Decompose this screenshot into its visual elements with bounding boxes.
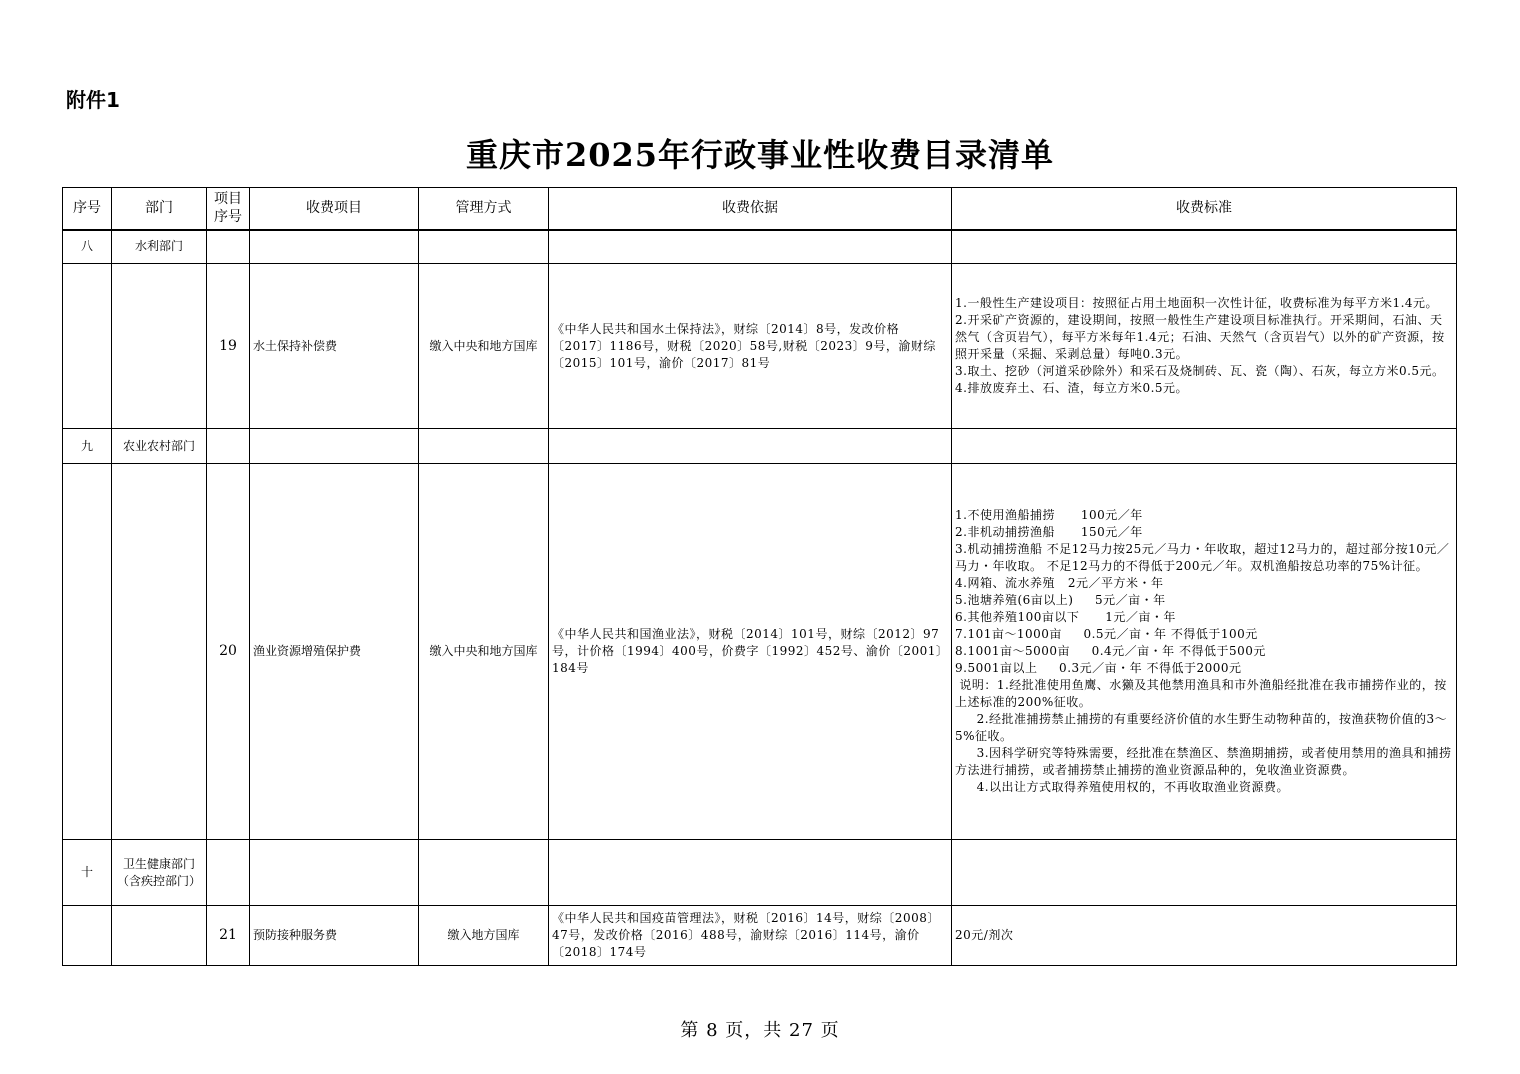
standard-line: 4.网箱、流水养殖 2元／平方米・年 bbox=[955, 576, 1164, 590]
section-dept: 农业农村部门 bbox=[112, 429, 207, 464]
standard-line: 8.1001亩～5000亩 0.4元／亩・年 不得低于500元 bbox=[955, 644, 1266, 658]
empty-cell bbox=[63, 264, 112, 429]
item-name: 水土保持补偿费 bbox=[250, 264, 419, 429]
standard-line: 1.不使用渔船捕捞 100元／年 bbox=[955, 508, 1143, 522]
header-basis: 收费依据 bbox=[549, 188, 952, 230]
empty-cell bbox=[549, 429, 952, 464]
item-basis: 《中华人民共和国疫苗管理法》，财税〔2016〕14号，财综〔2008〕47号，发改价格〔2016〕488号，渝财综〔2016〕114号，渝价〔2018〕174号 bbox=[549, 906, 952, 966]
section-row bbox=[63, 840, 1457, 906]
empty-cell bbox=[419, 840, 549, 906]
item-management: 缴入中央和地方国库 bbox=[419, 464, 549, 840]
item-number: 20 bbox=[207, 464, 250, 840]
section-dept: 卫生健康部门（含疾控部门） bbox=[112, 840, 207, 906]
item-management: 缴入中央和地方国库 bbox=[419, 264, 549, 429]
empty-cell bbox=[207, 429, 250, 464]
fee-item-row bbox=[63, 906, 1457, 966]
section-row bbox=[63, 429, 1457, 464]
empty-cell bbox=[952, 840, 1457, 906]
standard-line: 20元/剂次 bbox=[955, 928, 1014, 942]
item-basis: 《中华人民共和国渔业法》，财税〔2014〕101号，财综〔2012〕97号，计价格〔1994〕400号，价费字〔1992〕452号、渝价〔2001〕184号 bbox=[549, 464, 952, 840]
standard-line: 6.其他养殖100亩以下 1元／亩・年 bbox=[955, 610, 1176, 624]
empty-cell bbox=[250, 429, 419, 464]
empty-cell bbox=[549, 230, 952, 264]
item-standard bbox=[952, 464, 1457, 840]
empty-cell bbox=[112, 464, 207, 840]
empty-cell bbox=[112, 264, 207, 429]
section-seq: 十 bbox=[63, 840, 112, 906]
page-title: 重庆市2025年行政事业性收费目录清单 bbox=[465, 136, 1055, 174]
item-number: 21 bbox=[207, 906, 250, 966]
standard-line: 1.一般性生产建设项目：按照征占用土地面积一次性计征，收费标准为每平方米1.4元。 bbox=[955, 296, 1439, 310]
item-standard bbox=[952, 906, 1457, 966]
fee-item-row bbox=[63, 464, 1457, 840]
empty-cell bbox=[952, 429, 1457, 464]
empty-cell bbox=[419, 230, 549, 264]
header-item-no: 项目序号 bbox=[207, 188, 250, 230]
header-dept: 部门 bbox=[112, 188, 207, 230]
fee-item-row bbox=[63, 264, 1457, 429]
standard-line: 2.经批准捕捞禁止捕捞的有重要经济价值的水生野生动物种苗的，按渔获物价值的3～5%征收。 bbox=[955, 712, 1448, 743]
standard-line: 7.101亩～1000亩 0.5元／亩・年 不得低于100元 bbox=[955, 627, 1258, 641]
empty-cell bbox=[207, 230, 250, 264]
header-fee-item: 收费项目 bbox=[250, 188, 419, 230]
item-name: 渔业资源增殖保护费 bbox=[250, 464, 419, 840]
standard-line: 4.以出让方式取得养殖使用权的，不再收取渔业资源费。 bbox=[955, 780, 1290, 794]
standard-line: 4.排放废弃土、石、渣，每立方米0.5元。 bbox=[955, 381, 1189, 395]
standard-line: 3.取土、挖砂（河道采砂除外）和采石及烧制砖、瓦、瓷（陶）、石灰，每立方米0.5元。 bbox=[955, 364, 1445, 378]
item-management: 缴入地方国库 bbox=[419, 906, 549, 966]
header-standard: 收费标准 bbox=[952, 188, 1457, 230]
empty-cell bbox=[63, 464, 112, 840]
empty-cell bbox=[952, 230, 1457, 264]
page-footer: 第 8 页，共 27 页 bbox=[680, 1020, 840, 1041]
standard-line: 2.非机动捕捞渔船 150元／年 bbox=[955, 525, 1143, 539]
empty-cell bbox=[63, 906, 112, 966]
standard-line: 2.开采矿产资源的，建设期间，按照一般性生产建设项目标准执行。开采期间，石油、天然气（含页岩气），每平方米每年1.4元；石油、天然气（含页岩气）以外的矿产资源，按照开采量（采掘、采剥总量）每吨0.3元。 bbox=[955, 313, 1445, 361]
empty-cell bbox=[250, 840, 419, 906]
standard-line: 5.池塘养殖(6亩以上) 5元／亩・年 bbox=[955, 593, 1166, 607]
section-row bbox=[63, 230, 1457, 264]
item-name: 预防接种服务费 bbox=[250, 906, 419, 966]
attachment-label: 附件1 bbox=[66, 88, 120, 112]
standard-line: 说明：1.经批准使用鱼鹰、水獭及其他禁用渔具和市外渔船经批准在我市捕捞作业的，按上述标准的200%征收。 bbox=[955, 678, 1447, 709]
table-header-row bbox=[63, 188, 1457, 230]
item-basis: 《中华人民共和国水土保持法》，财综〔2014〕8号，发改价格〔2017〕1186号，财税〔2020〕58号,财税〔2023〕9号，渝财综〔2015〕101号，渝价〔2017〕81号 bbox=[549, 264, 952, 429]
header-seq: 序号 bbox=[63, 188, 112, 230]
item-standard bbox=[952, 264, 1457, 429]
empty-cell bbox=[250, 230, 419, 264]
standard-line: 9.5001亩以上 0.3元／亩・年 不得低于2000元 bbox=[955, 661, 1242, 675]
fee-catalog-table bbox=[62, 187, 1457, 966]
empty-cell bbox=[549, 840, 952, 906]
section-seq: 九 bbox=[63, 429, 112, 464]
section-seq: 八 bbox=[63, 230, 112, 264]
standard-line: 3.机动捕捞渔船 不足12马力按25元／马力・年收取，超过12马力的，超过部分按10元／马力・年收取。 不足12马力的不得低于200元／年。双机渔船按总功率的75%计征。 bbox=[955, 542, 1450, 573]
item-number: 19 bbox=[207, 264, 250, 429]
section-dept: 水利部门 bbox=[112, 230, 207, 264]
standard-line: 3.因科学研究等特殊需要，经批准在禁渔区、禁渔期捕捞，或者使用禁用的渔具和捕捞方法进行捕捞，或者捕捞禁止捕捞的渔业资源品种的，免收渔业资源费。 bbox=[955, 746, 1452, 777]
empty-cell bbox=[112, 906, 207, 966]
empty-cell bbox=[207, 840, 250, 906]
header-management: 管理方式 bbox=[419, 188, 549, 230]
empty-cell bbox=[419, 429, 549, 464]
